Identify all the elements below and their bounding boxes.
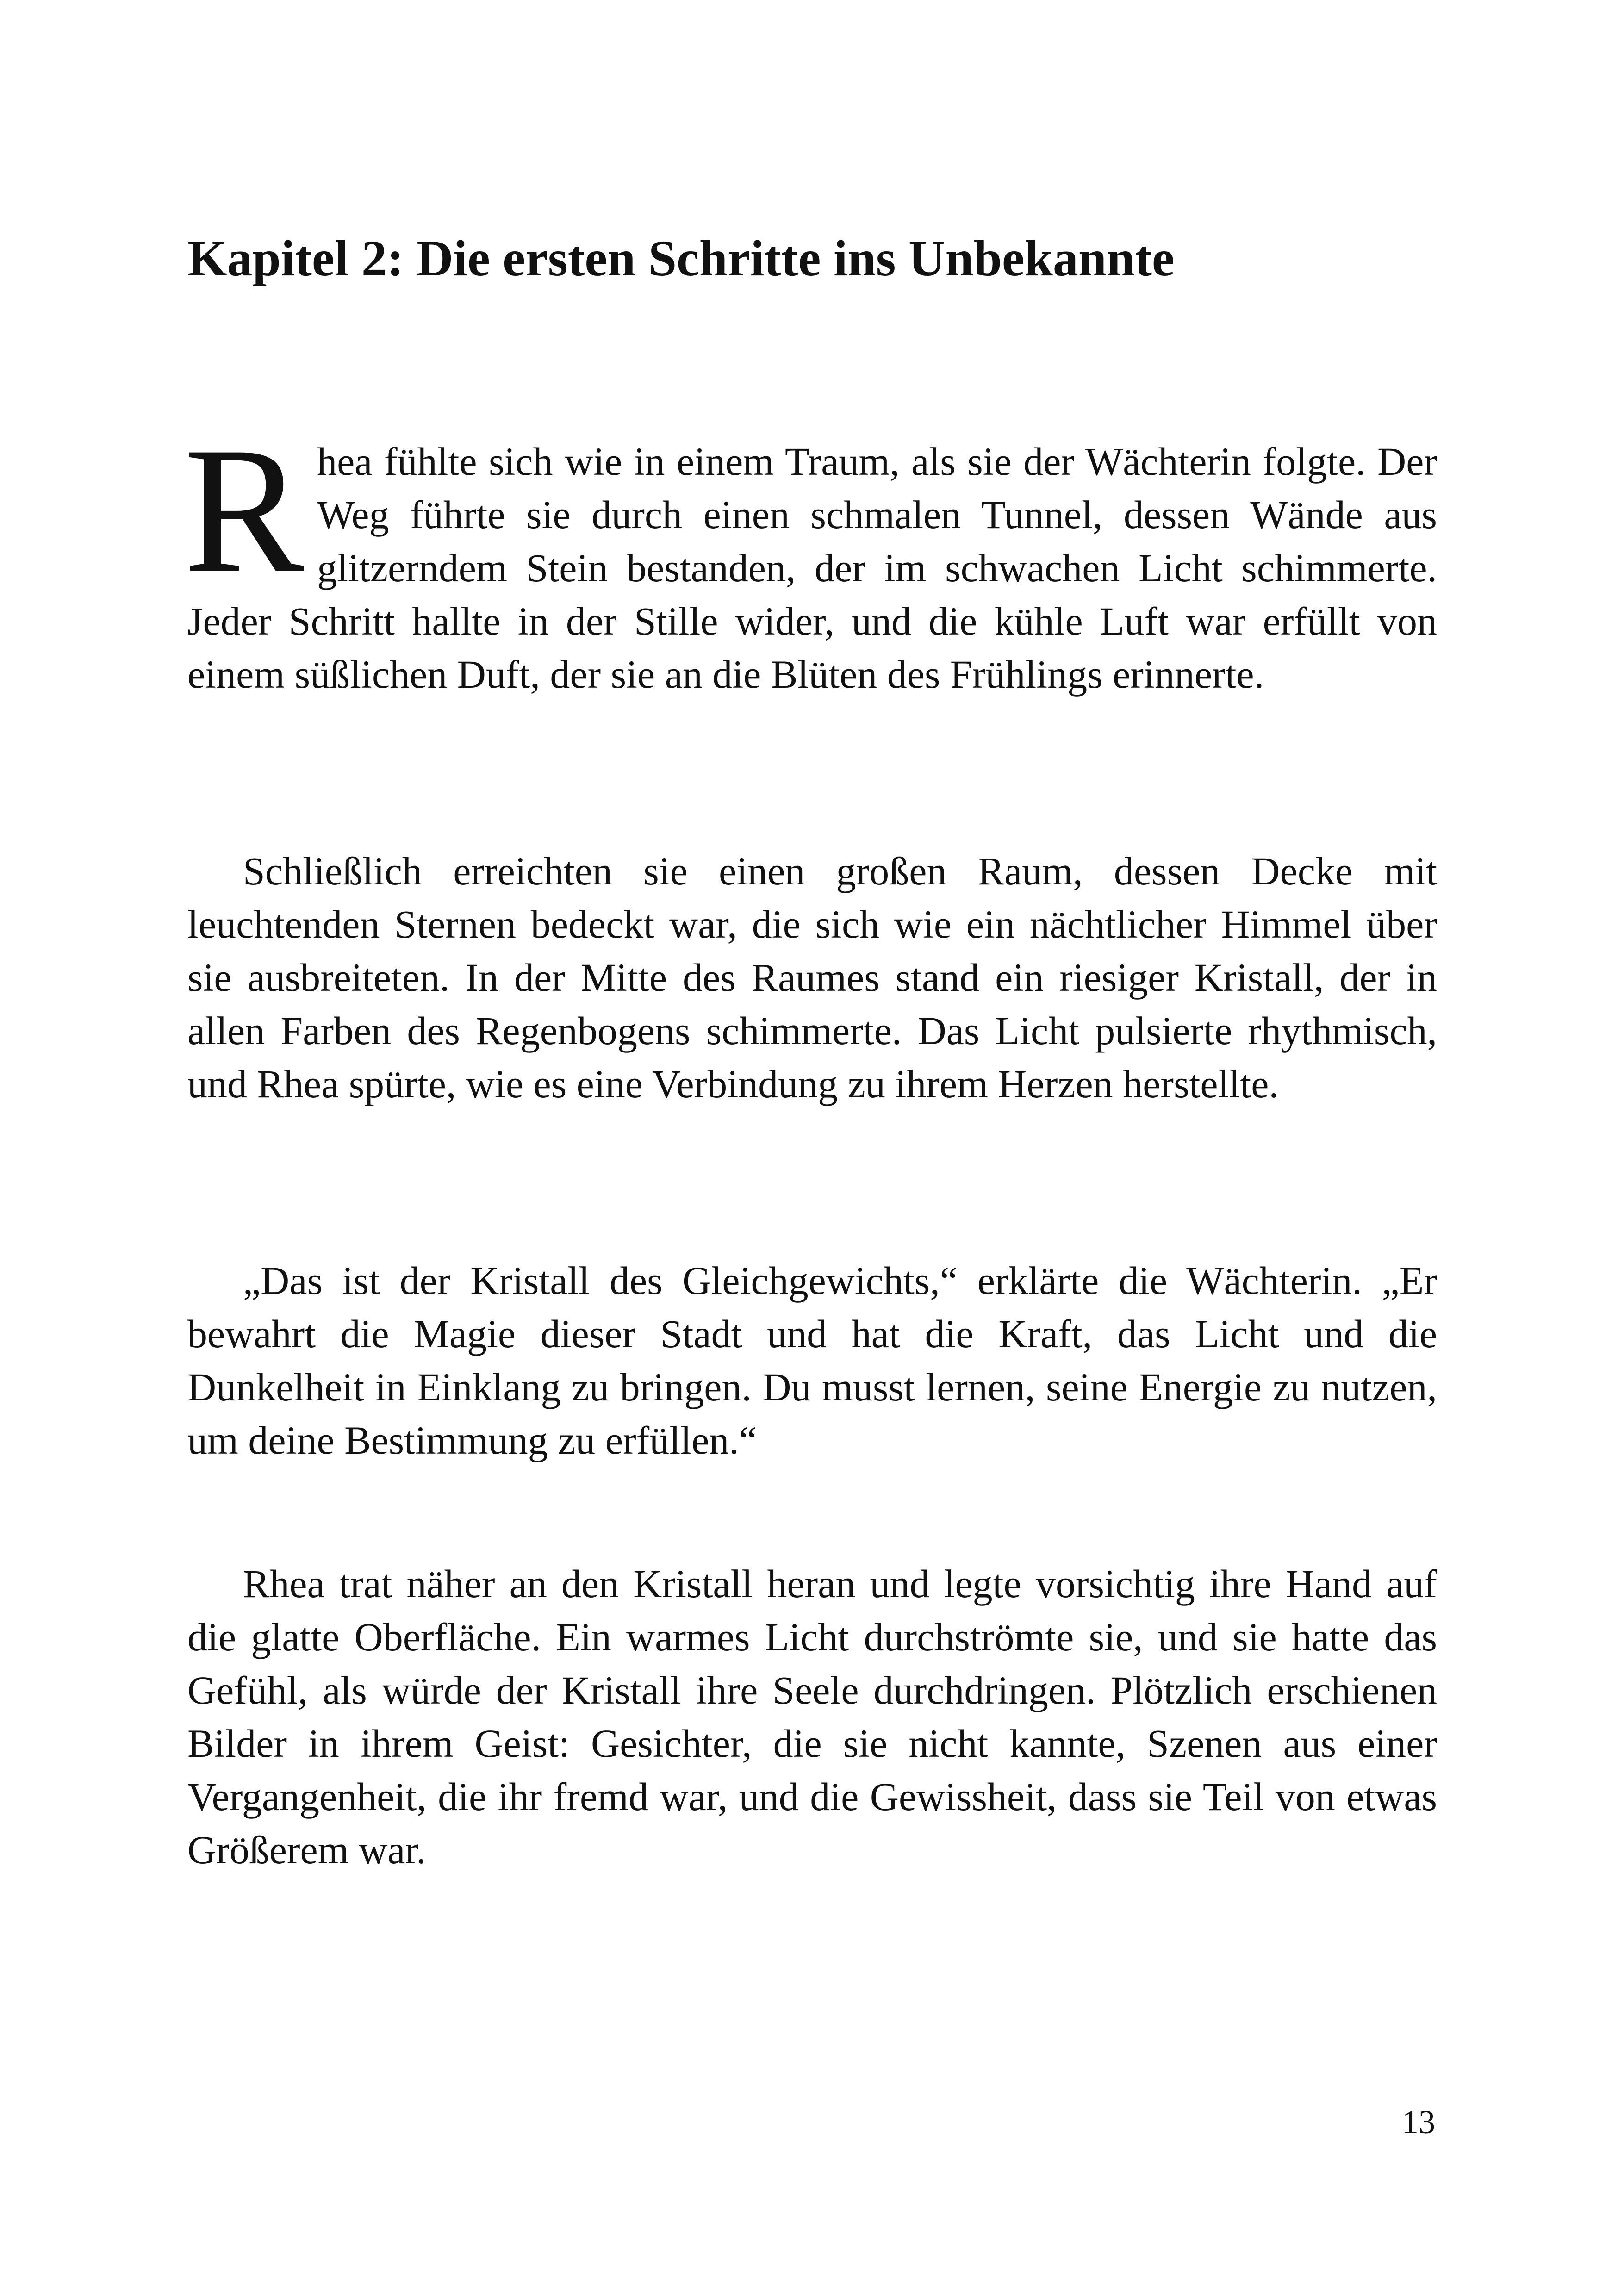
page-number: 13 xyxy=(1402,2103,1435,2140)
paragraph-3: „Das ist der Kristall des Gleichgewichts,“ erklärte die Wächterin. „Er bewahrt die Magie dieser Stadt und hat die Kraft, das Licht und die Dunkelheit in Einklang zu bringen. Du musst lernen, seine Energie zu nutzen, um deine Bestimmung zu erfüllen.“ xyxy=(187,1258,1437,1462)
paragraph-4: Rhea trat näher an den Kristall heran und legte vorsichtig ihre Hand auf die glatte Oberfläche. Ein warmes Licht durchströmte sie, und sie hatte das Gefühl, als würde der Kristall ihre Seele durchdringen. Plötzlich erschienen Bilder in ihrem Geist: Gesichter, die sie nicht kannte, Szenen aus einer Vergangenheit, die ihr fremd war, und die Gewissheit, dass sie Teil von etwas Größerem war. xyxy=(187,1562,1437,1872)
paragraph-1-text: hea fühlte sich wie in einem Traum, als sie der Wächterin folgte. Der Weg führte sie durch einen schmalen Tunnel, dessen Wände aus glitzerndem Stein bestanden, der im schwachen Licht schimmerte. Jeder Schritt hallte in der Stille wider, und die kühle Luft war erfüllt von einem süßlichen Duft, der sie an die Blüten des Frühlings erinnerte. xyxy=(187,439,1437,697)
paragraph-2: Schließlich erreichten sie einen großen Raum, dessen Decke mit leuchtenden Sternen bedeckt war, die sich wie ein nächtlicher Himmel über sie ausbreiteten. In der Mitte des Raumes stand ein riesiger Kristall, der in allen Farben des Regenbogens schimmerte. Das Licht pulsierte rhythmisch, und Rhea spürte, wie es eine Verbindung zu ihrem Herzen herstellte. xyxy=(187,849,1437,1106)
chapter-title: Kapitel 2: Die ersten Schritte ins Unbekannte xyxy=(187,230,1175,286)
drop-cap: R xyxy=(184,410,305,610)
paragraph-1 xyxy=(184,410,1437,701)
